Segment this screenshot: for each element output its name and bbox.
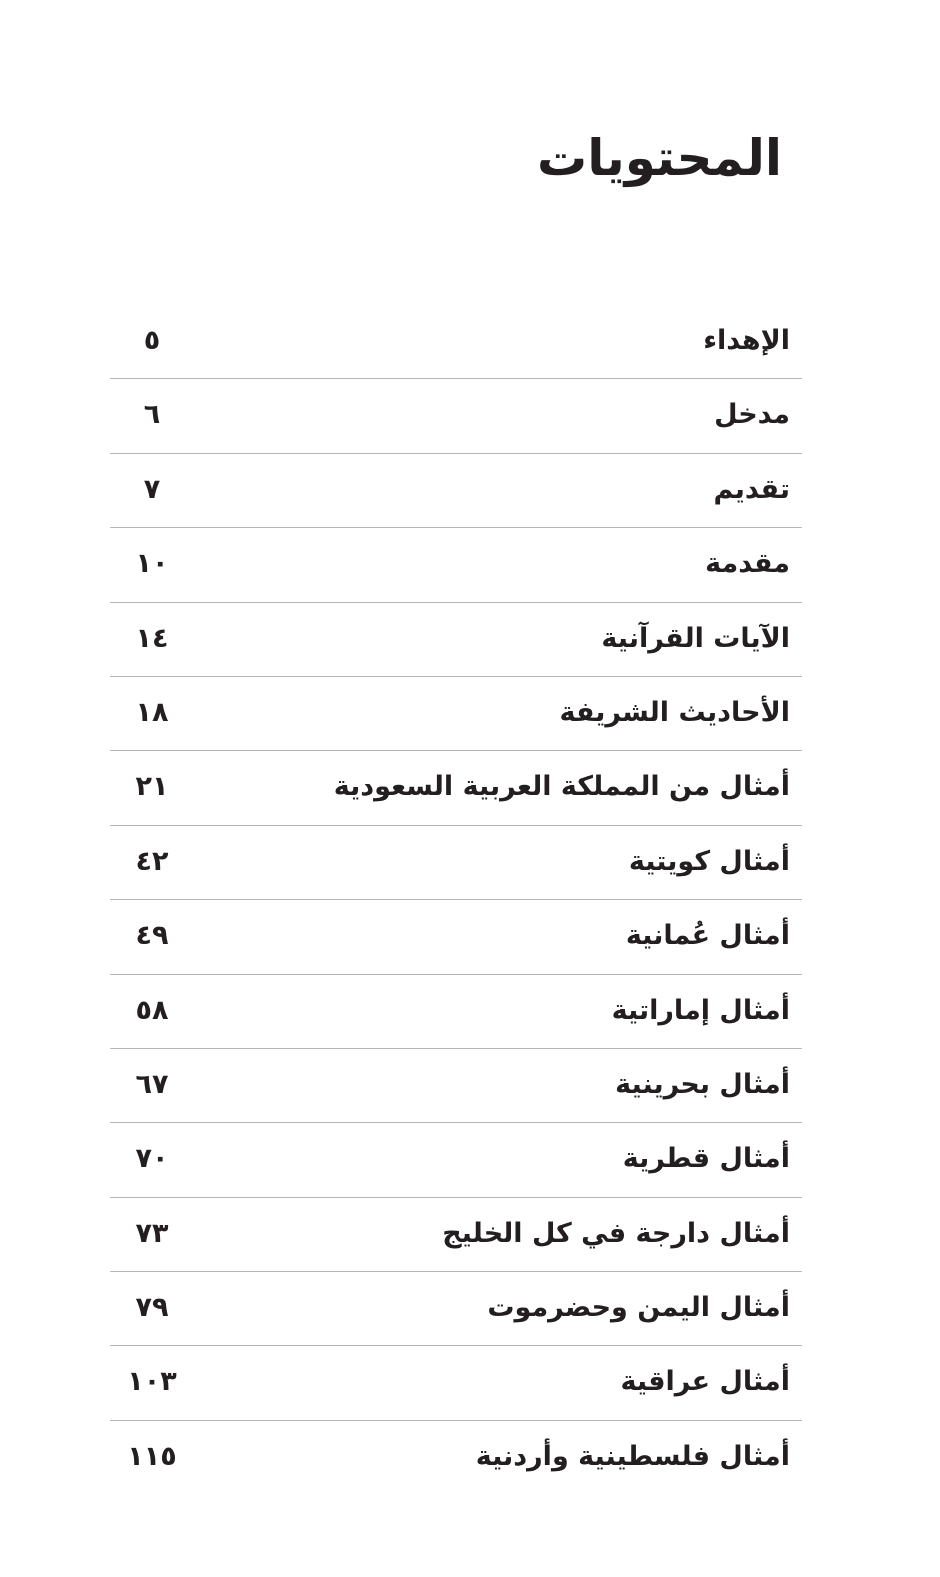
toc-entry-page-number: ٦ xyxy=(143,399,161,431)
toc-row xyxy=(110,1272,802,1346)
toc-row xyxy=(110,1123,802,1197)
toc-entry-title: الإهداء xyxy=(703,325,790,356)
toc-entry-title: الأحاديث الشريفة xyxy=(559,696,790,728)
toc-entry-title: الآيات القرآنية xyxy=(601,622,790,654)
toc-entry-title: مدخل xyxy=(714,399,790,431)
toc-row xyxy=(110,454,802,528)
toc-entry-page-number: ١٨ xyxy=(135,696,169,728)
toc-entry-title: أمثال عراقية xyxy=(620,1366,790,1398)
toc-entry-page-number: ١٠ xyxy=(135,548,169,580)
toc-row xyxy=(110,677,802,751)
toc-entry-page-number: ٥ xyxy=(143,325,161,356)
toc-entry-title: أمثال قطرية xyxy=(622,1143,790,1175)
toc-entry-page-number: ١١٥ xyxy=(127,1440,177,1472)
toc-entry-page-number: ٧٣ xyxy=(135,1217,169,1249)
toc-entry-page-number: ١٠٣ xyxy=(127,1366,177,1398)
toc-entry-page-number: ٤٩ xyxy=(135,920,169,952)
toc-row xyxy=(110,975,802,1049)
toc-row xyxy=(110,826,802,900)
toc-entry-page-number: ١٤ xyxy=(135,622,169,654)
toc-entry-title: أمثال بحرينية xyxy=(615,1068,790,1100)
toc-entry-title: أمثال إماراتية xyxy=(611,994,790,1026)
toc-row xyxy=(110,305,802,379)
toc-row xyxy=(110,528,802,602)
toc-row xyxy=(110,751,802,825)
toc-row xyxy=(110,603,802,677)
toc-list xyxy=(110,305,802,1495)
toc-entry-title: أمثال فلسطينية وأردنية xyxy=(475,1440,790,1472)
toc-entry-title: أمثال من المملكة العربية السعودية xyxy=(333,771,790,803)
toc-entry-title: تقديم xyxy=(713,473,790,505)
toc-entry-title: مقدمة xyxy=(705,548,790,580)
toc-entry-title: أمثال دارجة في كل الخليج xyxy=(442,1217,790,1249)
toc-entry-page-number: ٧٠ xyxy=(135,1143,169,1175)
toc-entry-page-number: ٤٢ xyxy=(135,845,169,877)
toc-entry-title: أمثال عُمانية xyxy=(625,920,790,952)
toc-entry-page-number: ٧ xyxy=(143,473,161,505)
page-title: المحتويات xyxy=(536,129,782,187)
toc-entry-title: أمثال كويتية xyxy=(628,845,790,877)
toc-row xyxy=(110,900,802,974)
toc-entry-page-number: ٢١ xyxy=(135,771,169,803)
toc-row xyxy=(110,1198,802,1272)
toc-entry-page-number: ٧٩ xyxy=(135,1292,169,1324)
toc-row xyxy=(110,1049,802,1123)
toc-row xyxy=(110,1421,802,1495)
toc-row xyxy=(110,379,802,453)
toc-row xyxy=(110,1346,802,1420)
toc-entry-title: أمثال اليمن وحضرموت xyxy=(487,1292,790,1324)
toc-entry-page-number: ٦٧ xyxy=(135,1068,169,1100)
toc-entry-page-number: ٥٨ xyxy=(135,994,169,1026)
